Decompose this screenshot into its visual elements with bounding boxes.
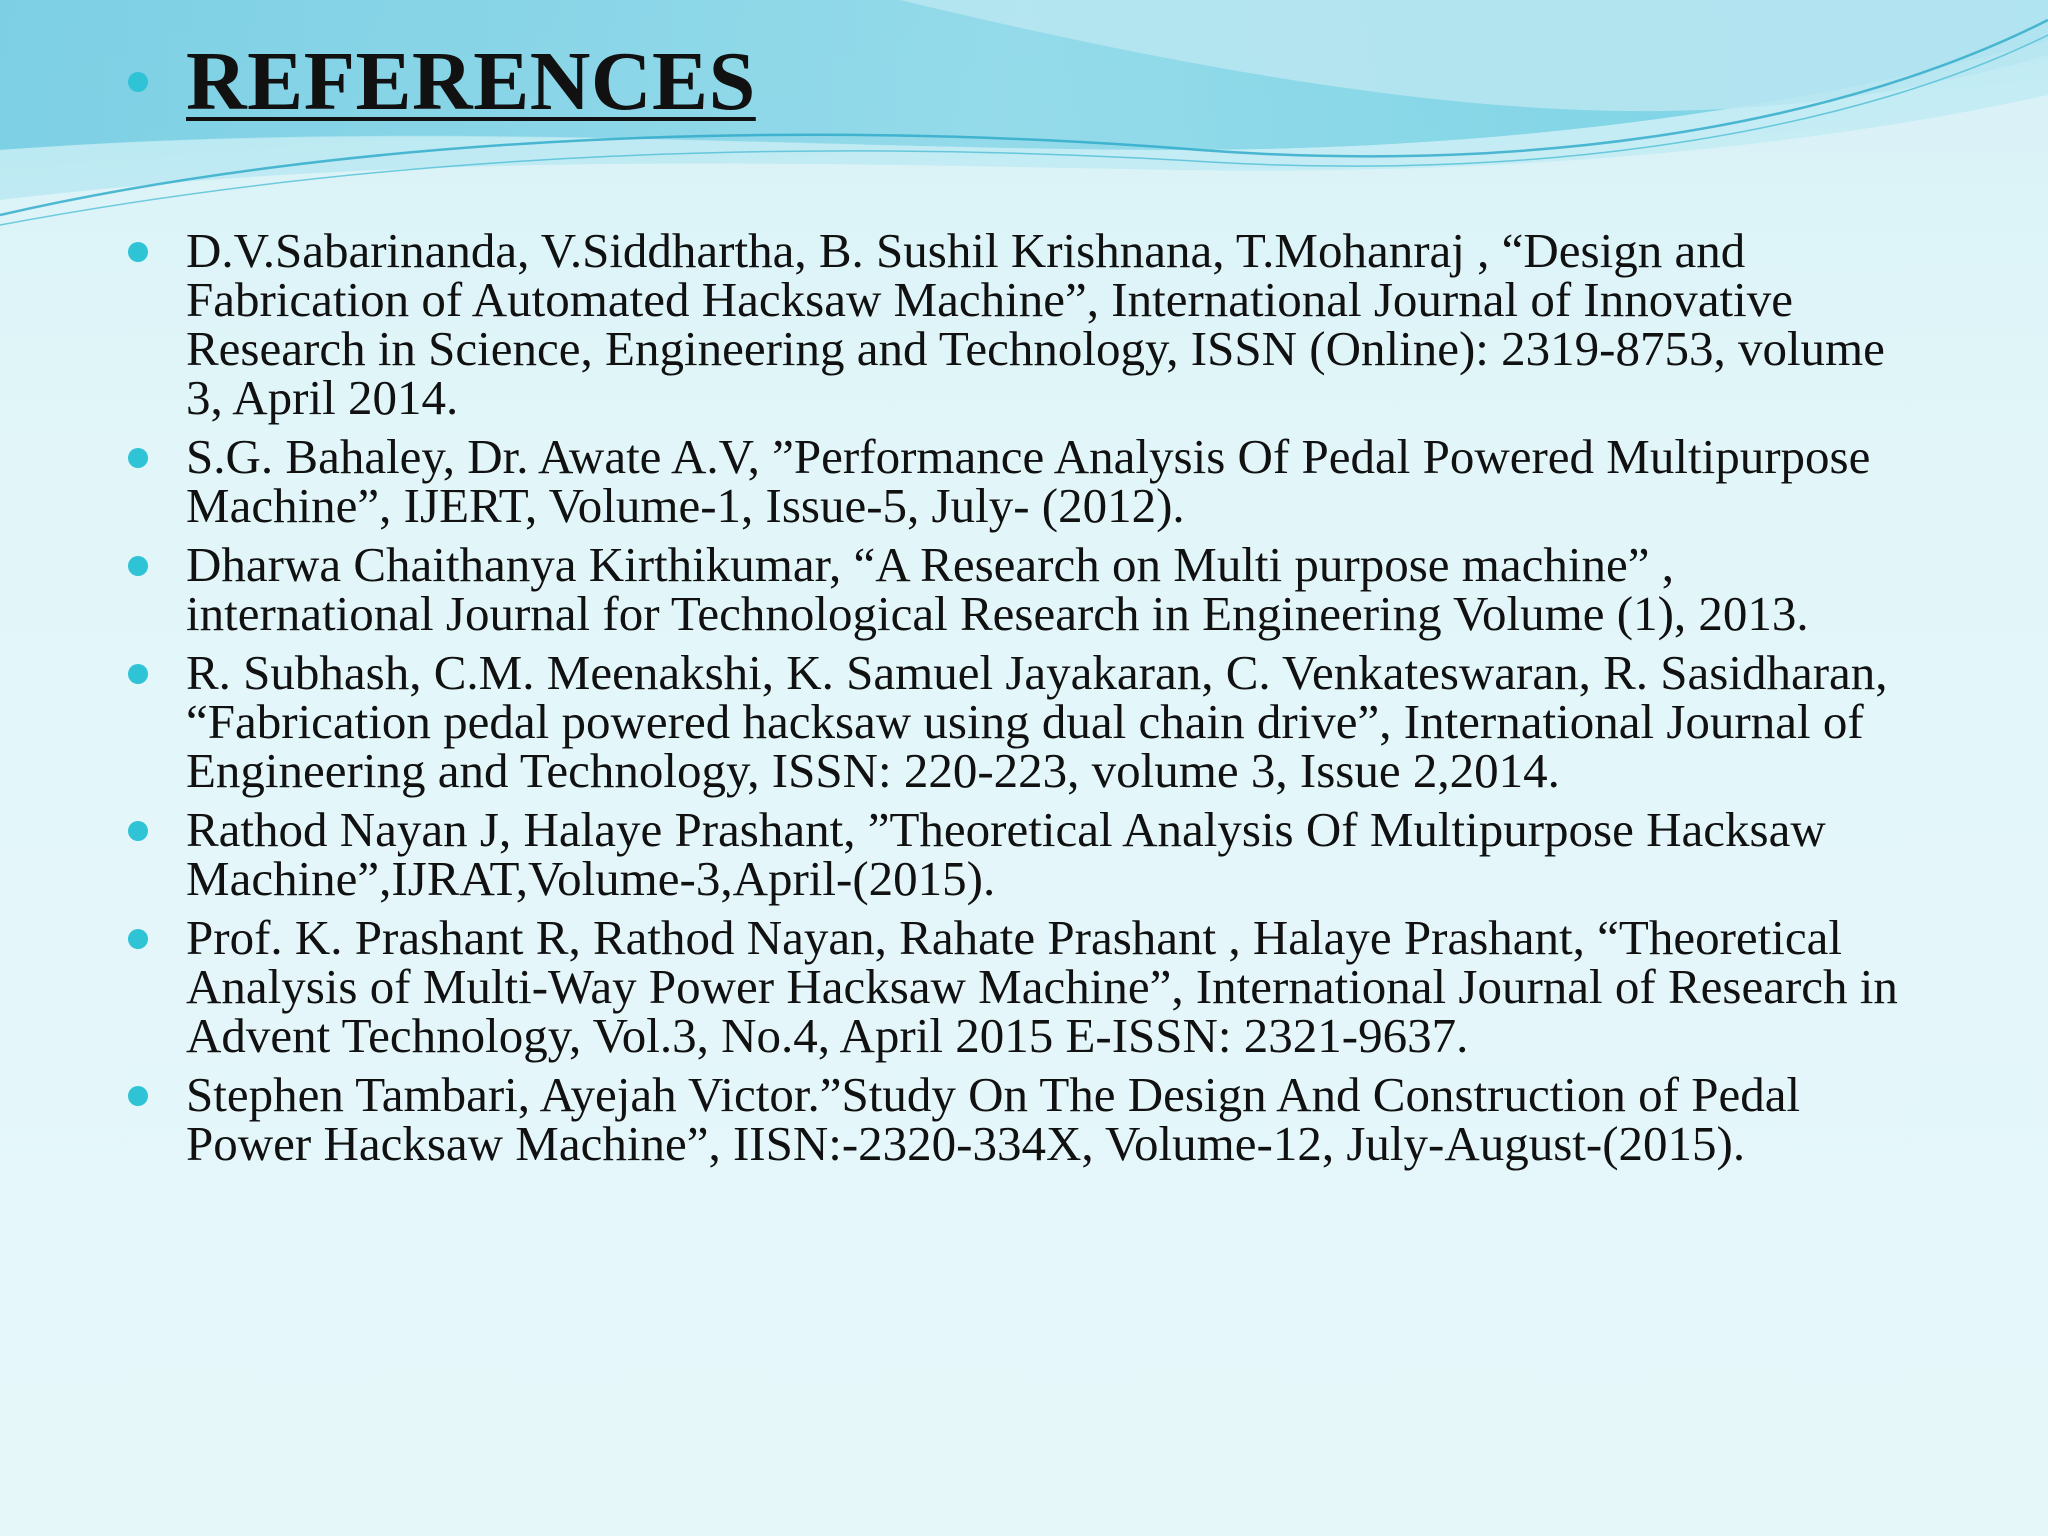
reference-text: Prof. K. Prashant R, Rathod Nayan, Rahate Prashant , Halaye Prashant, “Theoretical Analysis of Multi-Way Power Hacksaw Machine”, International Journal of Research in Advent Technology, Vol.3, No.4, April 2015 E-ISSN: 2321-9637. (186, 910, 1898, 1063)
reference-item (128, 645, 1918, 798)
bullet-icon (128, 929, 148, 949)
bullet-icon (128, 448, 148, 468)
reference-text: S.G. Bahaley, Dr. Awate A.V, ”Performance Analysis Of Pedal Powered Multipurpose Machine”, IJERT, Volume-1, Issue-5, July- (2012). (186, 429, 1871, 533)
reference-item (128, 1067, 1918, 1171)
reference-text: Stephen Tambari, Ayejah Victor.”Study On The Design And Construction of Pedal Power Hacksaw Machine”, IISN:-2320-334X, Volume-12, July-August-(2015). (186, 1067, 1801, 1171)
bullet-icon (128, 72, 148, 92)
reference-text: Dharwa Chaithanya Kirthikumar, “A Research on Multi purpose machine” , international Journal for Technological Research in Engineering Volume (1), 2013. (186, 537, 1809, 641)
page-title: REFERENCES (186, 35, 756, 128)
reference-item (128, 910, 1918, 1063)
reference-text: D.V.Sabarinanda, V.Siddhartha, B. Sushil Krishnana, T.Mohanraj , “Design and Fabrication of Automated Hacksaw Machine”, International Journal of Innovative Research in Science, Engineering and Technology, ISSN (Online): 2319-8753, volume 3, April 2014. (186, 223, 1885, 425)
bullet-icon (128, 1086, 148, 1106)
bullet-icon (128, 664, 148, 684)
reference-text: R. Subhash, C.M. Meenakshi, K. Samuel Jayakaran, C. Venkateswaran, R. Sasidharan, “Fabrication pedal powered hacksaw using dual chain drive”, International Journal of Engineering and Technology, ISSN: 220-223, volume 3, Issue 2,2014. (186, 645, 1888, 798)
reference-text: Rathod Nayan J, Halaye Prashant, ”Theoretical Analysis Of Multipurpose Hacksaw Machine”,IJRAT,Volume-3,April-(2015). (186, 802, 1826, 906)
bullet-icon (128, 242, 148, 262)
reference-item (128, 802, 1918, 906)
reference-item (128, 537, 1918, 641)
references-list (128, 223, 1918, 1178)
reference-item (128, 429, 1918, 533)
reference-item (128, 223, 1918, 425)
bullet-icon (128, 556, 148, 576)
bullet-icon (128, 821, 148, 841)
title-row (128, 34, 756, 130)
